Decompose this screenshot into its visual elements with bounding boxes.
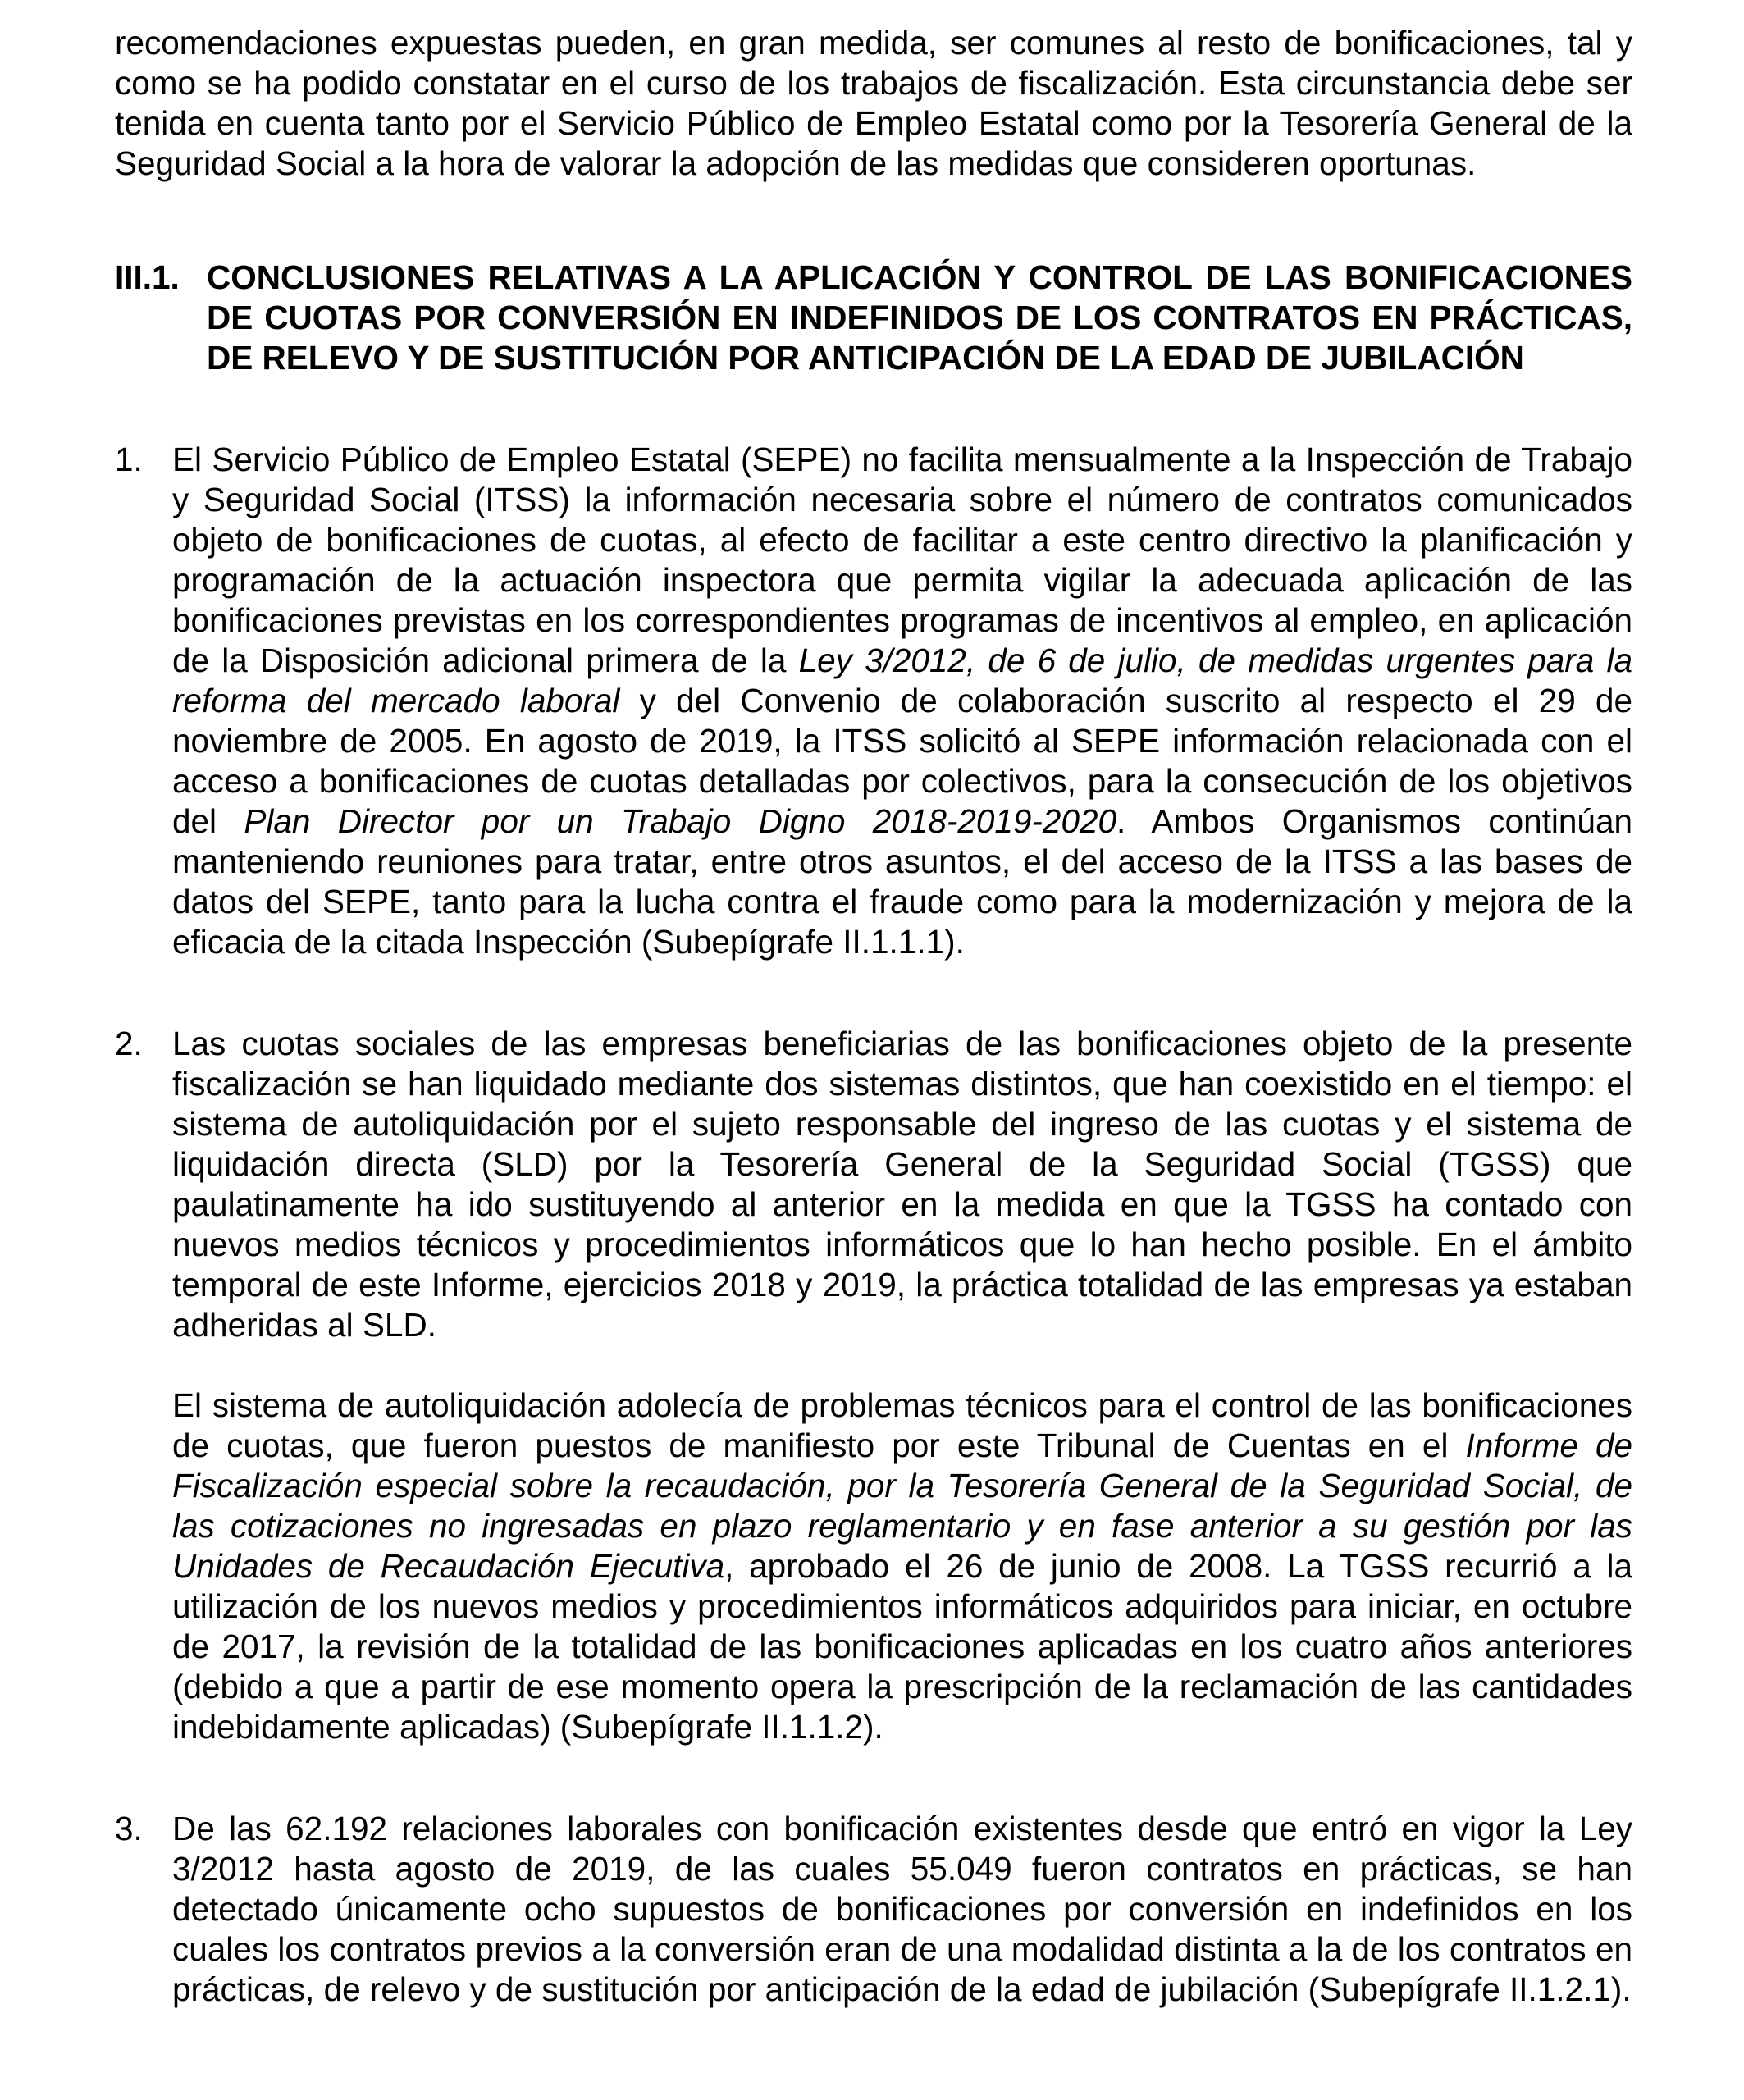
- plan-citation: Plan Director por un Trabajo Digno 2018-2019-2020: [244, 802, 1117, 840]
- paragraph: [172, 440, 1632, 962]
- list-item-body: [172, 1809, 1632, 2010]
- list-item: [115, 1809, 1632, 2010]
- section-number: III.1.: [115, 258, 180, 296]
- text-run: , aprobado el 26 de junio de 2008. La TGSS recurrió a la utilización de los nuevos medios y procedimientos informáticos adquiridos para iniciar, en octubre de 2017, la revisión de la totalidad de las bonificaciones aplicadas en los cuatro años anteriores (debido a que a partir de ese momento opera la prescripción de la reclamación de las cantidades indebidamente aplicadas) (Subepígrafe II.1.1.2).: [172, 1547, 1632, 1746]
- list-item-number: 1.: [115, 441, 143, 478]
- intro-paragraph: recomendaciones expuestas pueden, en gran medida, ser comunes al resto de bonificaciones, tal y como se ha podido constatar en el curso de los trabajos de fiscalización. Esta circunstancia debe ser tenida en cuenta tanto por el Servicio Público de Empleo Estatal como por la Tesorería General de la Seguridad Social a la hora de valorar la adopción de las medidas que consideren oportunas.: [115, 24, 1632, 182]
- report-citation: Informe de Fiscalización especial sobre la recaudación, por la Tesorería General de la Seguridad Social, de las cotizaciones no ingresadas en plazo reglamentario y en fase anterior a su gestión por las Unidades de Recaudación Ejecutiva: [172, 1427, 1632, 1585]
- list-item-number: 2.: [115, 1025, 143, 1062]
- list-item-body: [172, 440, 1632, 962]
- paragraph: [172, 1386, 1632, 1747]
- text-run: El sistema de autoliquidación adolecía de problemas técnicos para el control de las bonificaciones de cuotas, que fueron puestos de manifiesto por este Tribunal de Cuentas en el: [172, 1386, 1632, 1464]
- text-run: El Servicio Público de Empleo Estatal (SEPE) no facilita mensualmente a la Inspección de Trabajo y Seguridad Social (ITSS) la información necesaria sobre el número de contratos comunicados objeto de bonificaciones de cuotas, al efecto de facilitar a este centro directivo la planificación y programación de la actuación inspectora que permita vigilar la adecuada aplicación de las bonificaciones previstas en los correspondientes programas de incentivos al empleo, en aplicación de la Disposición adicional primera de la: [172, 441, 1632, 679]
- text-run: . Ambos Organismos continúan manteniendo reuniones para tratar, entre otros asuntos, el del acceso de la ITSS a las bases de datos del SEPE, tanto para la lucha contra el fraude como para la modernización y mejora de la eficacia de la citada Inspección (Subepígrafe II.1.1.1).: [172, 802, 1632, 961]
- paragraph: Las cuotas sociales de las empresas beneficiarias de las bonificaciones objeto de la presente fiscalización se han liquidado mediante dos sistemas distintos, que han coexistido en el tiempo: el sistema de autoliquidación por el sujeto responsable del ingreso de las cuotas y el sistema de liquidación directa (SLD) por la Tesorería General de la Seguridad Social (TGSS) que paulatinamente ha ido sustituyendo al anterior en la medida en que la TGSS ha contado con nuevos medios técnicos y procedimientos informáticos que lo han hecho posible. En el ámbito temporal de este Informe, ejercicios 2018 y 2019, la práctica totalidad de las empresas ya estaban adheridas al SLD.: [172, 1025, 1632, 1344]
- list-item: [115, 1024, 1632, 1747]
- section-title: CONCLUSIONES RELATIVAS A LA APLICACIÓN Y CONTROL DE LAS BONIFICACIONES DE CUOTAS POR CONVERSIÓN EN INDEFINIDOS DE LOS CONTRATOS EN PRÁCTICAS, DE RELEVO Y DE SUSTITUCIÓN POR ANTICIPACIÓN DE LA EDAD DE JUBILACIÓN: [207, 258, 1632, 377]
- list-item-number: 3.: [115, 1810, 143, 1847]
- document-page: [115, 23, 1632, 2071]
- text-run: y del Convenio de colaboración suscrito al respecto el 29 de noviembre de 2005. En agosto de 2019, la ITSS solicitó al SEPE información relacionada con el acceso a bonificaciones de cuotas detalladas por colectivos, para la consecución de los objetivos del: [172, 682, 1632, 840]
- list-item-body: [172, 1024, 1632, 1747]
- law-citation: Ley 3/2012, de 6 de julio, de medidas urgentes para la reforma del mercado laboral: [172, 641, 1632, 719]
- paragraph: De las 62.192 relaciones laborales con bonificación existentes desde que entró en vigor la Ley 3/2012 hasta agosto de 2019, de las cuales 55.049 fueron contratos en prácticas, se han detectado únicamente ocho supuestos de bonificaciones por conversión en indefinidos en los cuales los contratos previos a la conversión eran de una modalidad distinta a la de los contratos en prácticas, de relevo y de sustitución por anticipación de la edad de jubilación (Subepígrafe II.1.2.1).: [172, 1810, 1632, 2008]
- section-heading: [115, 258, 1632, 378]
- list-item: [115, 440, 1632, 962]
